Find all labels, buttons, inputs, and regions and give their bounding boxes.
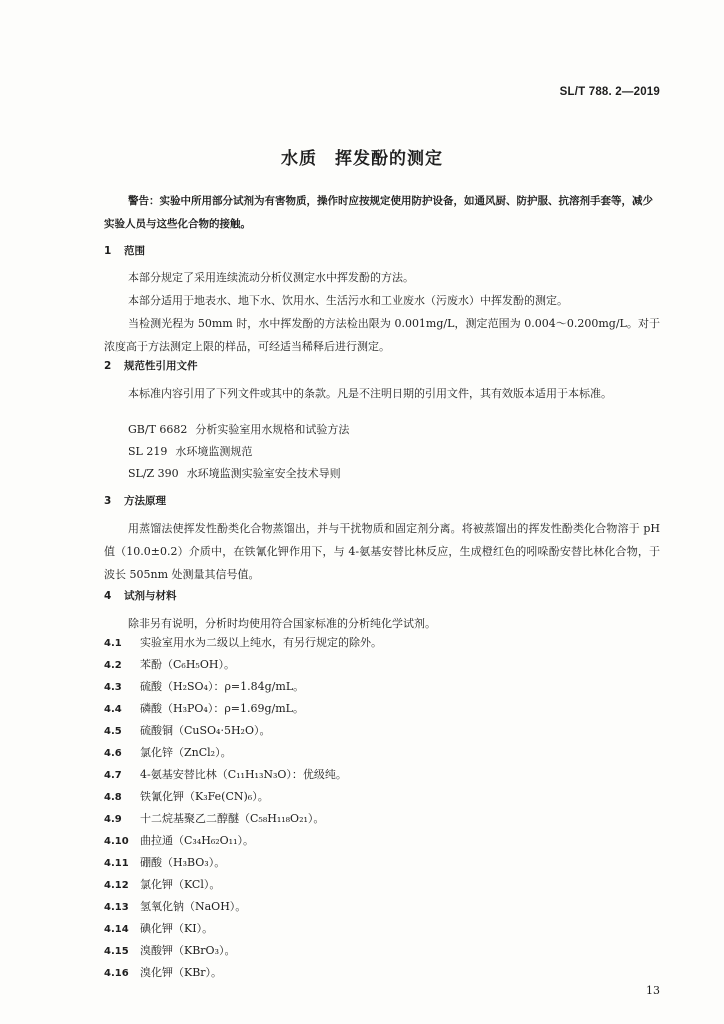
paragraph: 除非另有说明，分析时均使用符合国家标准的分析纯化学试剂。 xyxy=(128,617,436,630)
item-text: 实验室用水为二级以上纯水，有另行规定的除外。 xyxy=(140,636,382,649)
item-number: 4.16 xyxy=(104,968,129,979)
item-text: 氯化锌（ZnCl₂）。 xyxy=(140,746,232,759)
paragraph: 当检测光程为 50mm 时，水中挥发酚的方法检出限为 0.001mg/L，测定范围为 0.004～0.200mg/L。对于浓度高于方法测定上限的样品，可经适当稀释后进行测定。 xyxy=(104,317,660,353)
reagent-item xyxy=(104,655,235,675)
reagent-item xyxy=(104,765,347,785)
item-number: 4.1 xyxy=(104,638,122,649)
reagent-item xyxy=(104,743,232,763)
reagent-item xyxy=(104,677,304,697)
section-heading-4 xyxy=(104,586,177,606)
paragraph: 本标准内容引用了下列文件或其中的条款。凡是不注明日期的引用文件，其有效版本适用于本标准。 xyxy=(128,387,612,400)
reference-item xyxy=(128,442,252,462)
item-text: 氯化钾（KCl）。 xyxy=(140,878,221,891)
reagent-item xyxy=(104,941,236,961)
item-number: 4.14 xyxy=(104,924,129,935)
section-title: 范围 xyxy=(124,245,145,257)
section-heading-3 xyxy=(104,491,166,511)
reagent-item xyxy=(104,633,382,653)
reference-name: 水环境监测规范 xyxy=(175,445,253,458)
reagent-item xyxy=(104,919,213,939)
item-text: 十二烷基聚乙二醇醚（C₅₈H₁₁₈O₂₁）。 xyxy=(140,812,325,825)
section-number: 2 xyxy=(104,360,112,372)
item-number: 4.5 xyxy=(104,726,122,737)
reference-code: SL/Z 390 xyxy=(128,467,179,480)
item-number: 4.10 xyxy=(104,836,129,847)
item-text: 硫酸（H₂SO₄）：ρ=1.84g/mL。 xyxy=(140,680,305,693)
section-number: 4 xyxy=(104,590,112,602)
reagent-item xyxy=(104,787,269,807)
item-text: 溴酸钾（KBrO₃）。 xyxy=(140,944,236,957)
reagent-item xyxy=(104,897,246,917)
section-number: 1 xyxy=(104,245,112,257)
item-number: 4.2 xyxy=(104,660,122,671)
item-number: 4.15 xyxy=(104,946,129,957)
item-number: 4.11 xyxy=(104,858,129,869)
reagent-item xyxy=(104,809,324,829)
section-title: 试剂与材料 xyxy=(124,590,177,602)
section-heading-2 xyxy=(104,356,198,376)
item-number: 4.9 xyxy=(104,814,122,825)
reference-name: 分析实验室用水规格和试验方法 xyxy=(195,423,350,436)
item-text: 溴化钾（KBr）。 xyxy=(140,966,223,979)
reference-item xyxy=(128,464,341,484)
section-title: 方法原理 xyxy=(124,495,166,507)
reagent-item xyxy=(104,963,222,983)
section-number: 3 xyxy=(104,495,112,507)
reference-code: GB/T 6682 xyxy=(128,423,188,436)
page-number: 13 xyxy=(646,984,660,997)
paragraph: 本部分适用于地表水、地下水、饮用水、生活污水和工业废水（污废水）中挥发酚的测定。 xyxy=(128,294,568,307)
document-title: 水质 挥发酚的测定 xyxy=(281,149,443,169)
item-number: 4.13 xyxy=(104,902,129,913)
standard-code: SL/T 788. 2—2019 xyxy=(559,86,660,98)
item-text: 硫酸铜（CuSO₄·5H₂O）。 xyxy=(140,724,271,737)
reagent-item xyxy=(104,699,304,719)
item-text: 磷酸（H₃PO₄）：ρ=1.69g/mL。 xyxy=(140,702,304,715)
warning-notice: 警告：实验中所用部分试剂为有害物质，操作时应按规定使用防护设备，如通风厨、防护服、抗溶剂手套等，减少实验人员与这些化合物的接触。 xyxy=(104,195,653,230)
item-number: 4.4 xyxy=(104,704,122,715)
item-text: 硼酸（H₃BO₃）。 xyxy=(140,856,226,869)
item-text: 铁氰化钾（K₃Fe(CN)₆）。 xyxy=(140,790,269,803)
reference-name: 水环境监测实验室安全技术导则 xyxy=(186,467,341,480)
item-text: 苯酚（C₆H₅OH）。 xyxy=(140,658,235,671)
item-text: 4-氨基安替比林（C₁₁H₁₃N₃O）：优级纯。 xyxy=(140,768,347,781)
reference-item xyxy=(128,420,349,440)
item-number: 4.7 xyxy=(104,770,122,781)
item-number: 4.3 xyxy=(104,682,122,693)
item-text: 碘化钾（KI）。 xyxy=(140,922,214,935)
reagent-item xyxy=(104,831,254,851)
item-number: 4.12 xyxy=(104,880,129,891)
reagent-item xyxy=(104,721,270,741)
reagent-item xyxy=(104,853,225,873)
section-title: 规范性引用文件 xyxy=(124,360,198,372)
item-number: 4.6 xyxy=(104,748,122,759)
item-number: 4.8 xyxy=(104,792,122,803)
section-heading-1 xyxy=(104,241,145,261)
paragraph: 本部分规定了采用连续流动分析仪测定水中挥发酚的方法。 xyxy=(128,271,414,284)
item-text: 氢氧化钠（NaOH）。 xyxy=(140,900,247,913)
reference-code: SL 219 xyxy=(128,445,168,458)
item-text: 曲拉通（C₃₄H₆₂O₁₁）。 xyxy=(140,834,254,847)
reagent-item xyxy=(104,875,220,895)
paragraph: 用蒸馏法使挥发性酚类化合物蒸馏出，并与干扰物质和固定剂分离。将被蒸馏出的挥发性酚类化合物溶于 pH 值（10.0±0.2）介质中，在铁氰化钾作用下，与 4-氨基安替比林反应，生成橙红色的吲哚酚安替比林化合物，于波长 505nm 处测量其信号值。 xyxy=(104,522,660,581)
